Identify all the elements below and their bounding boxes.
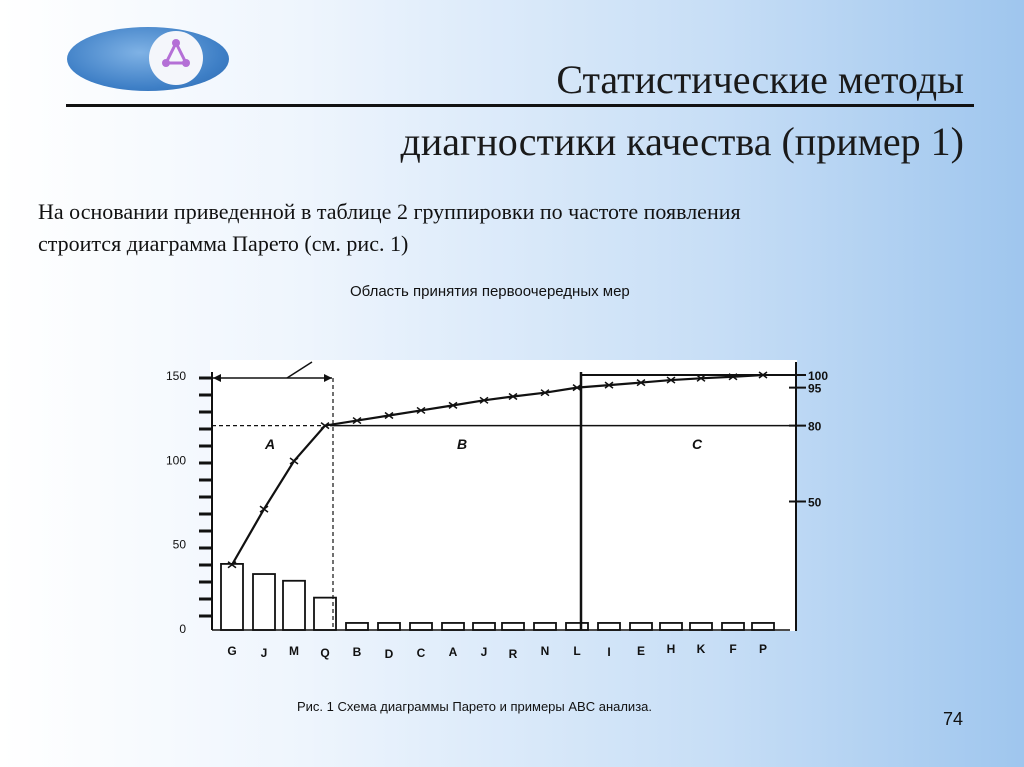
category-label: N xyxy=(540,644,550,658)
category-label: L xyxy=(573,644,581,658)
left-axis-tick-label: 150 xyxy=(165,369,186,383)
intro-line-1: На основании приведенной в таблице 2 группировки по частоте появления xyxy=(38,199,741,224)
category-label: R xyxy=(508,647,518,661)
left-axis-tick-label: 0 xyxy=(179,622,186,636)
page-number: 74 xyxy=(943,709,964,729)
figure-caption: Рис. 1 Схема диаграммы Парето и примеры ABC анализа. xyxy=(297,699,652,714)
category-label: M xyxy=(289,644,299,658)
intro-line-2: строится диаграмма Парето (см. рис. 1) xyxy=(38,231,409,256)
category-label: I xyxy=(607,645,611,659)
category-label: P xyxy=(758,642,768,656)
slide-title-line-2: диагностики качества (пример 1) xyxy=(400,119,964,164)
category-label: K xyxy=(696,642,706,656)
left-axis-tick-label: 100 xyxy=(165,453,186,468)
category-label: A xyxy=(448,645,458,659)
category-label: H xyxy=(666,642,676,656)
zone-label-a: A xyxy=(264,436,276,452)
zone-label-c: C xyxy=(691,436,703,452)
category-label: G xyxy=(227,644,237,658)
category-label: F xyxy=(729,642,737,656)
right-axis-tick-label: 100 xyxy=(808,369,829,383)
right-axis-tick-label: 50 xyxy=(808,495,822,510)
category-label: J xyxy=(480,645,488,659)
category-label: J xyxy=(260,646,268,660)
slide-title-line-1: Статистические методы xyxy=(556,57,964,102)
category-label: B xyxy=(352,645,362,659)
priority-area-label: Область принятия первоочередных мер xyxy=(350,283,630,300)
left-axis-tick-label: 50 xyxy=(172,537,186,552)
zone-label-b: B xyxy=(456,436,468,452)
category-label: C xyxy=(416,646,426,660)
right-axis-tick-label: 80 xyxy=(808,419,822,434)
right-axis-tick-label: 95 xyxy=(808,381,822,396)
category-label: D xyxy=(384,647,394,661)
category-label: Q xyxy=(320,646,330,660)
category-label: E xyxy=(636,644,646,658)
plot-area xyxy=(210,360,797,631)
